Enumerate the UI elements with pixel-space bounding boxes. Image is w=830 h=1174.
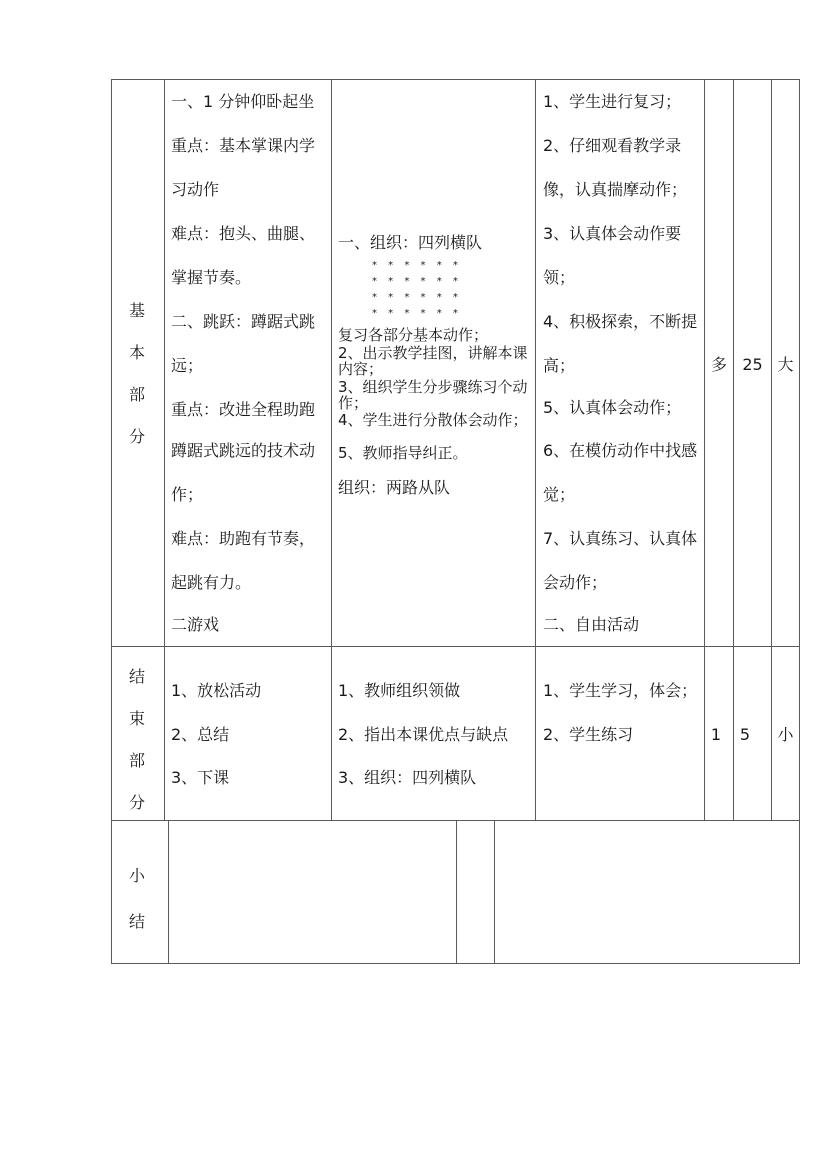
- content-line: 起跳有力。: [171, 573, 252, 592]
- student-line: 觉；: [543, 485, 576, 504]
- basic-times: 多: [710, 355, 727, 374]
- student-line: 5、认真体会动作；: [543, 398, 682, 417]
- org-title: 一、组织：四列横队: [338, 233, 483, 252]
- formation-row: * * * * * *: [372, 260, 462, 271]
- teacher-line: 2、指出本课优点与缺点: [338, 725, 509, 744]
- content-line: 二、跳跃：蹲踞式跳: [171, 312, 316, 331]
- section-label-basic: 基 本 部 分: [128, 301, 145, 446]
- student-line: 1、学生学习，体会；: [543, 681, 698, 700]
- student-line: 领；: [543, 268, 576, 287]
- basic-intensity: 大: [777, 355, 794, 374]
- student-line: 7、认真练习、认真体: [543, 529, 698, 548]
- content-line: 2、总结: [171, 725, 230, 744]
- student-line: 3、认真体会动作要: [543, 224, 682, 243]
- content-line: 掌握节奏。: [171, 268, 252, 287]
- student-line: 2、学生练习: [543, 725, 634, 744]
- student-line: 二、自由活动: [543, 615, 640, 634]
- student-line: 1、学生进行复习；: [543, 92, 682, 111]
- content-line: 作；: [171, 485, 204, 504]
- student-line: 会动作；: [543, 573, 608, 592]
- org-note: 组织：两路从队: [338, 478, 451, 497]
- content-line: 习动作: [171, 180, 220, 199]
- content-line: 难点：助跑有节奏，: [171, 529, 316, 548]
- basic-minutes: 25: [742, 355, 763, 374]
- content-line: 重点：基本掌课内学: [171, 136, 316, 155]
- content-line: 3、下课: [171, 768, 230, 787]
- teacher-step: 4、学生进行分散体会动作；: [338, 411, 528, 429]
- section-label-summary: 小 结: [128, 866, 145, 931]
- content-line: 难点：抱头、曲腿、: [171, 224, 316, 243]
- formation-row: * * * * * *: [372, 308, 462, 319]
- student-line: 像，认真揣摩动作；: [543, 180, 688, 199]
- content-line: 蹲踞式跳远的技术动: [171, 441, 316, 460]
- teacher-step: 2、出示教学挂图，讲解本课内容；: [338, 344, 528, 378]
- teacher-line: 1、教师组织领做: [338, 681, 461, 700]
- teacher-step: 3、组织学生分步骤练习个动作；: [338, 378, 528, 412]
- content-line: 重点：改进全程助跑: [171, 400, 316, 419]
- content-line: 远；: [171, 356, 204, 375]
- teacher-step: 5、教师指导纠正。: [338, 444, 468, 462]
- content-line: 一、1 分钟仰卧起坐: [171, 92, 315, 111]
- section-label-ending: 结 束 部 分: [128, 667, 145, 812]
- formation-row: * * * * * *: [372, 276, 462, 287]
- student-line: 高；: [543, 356, 576, 375]
- student-line: 2、仔细观看教学录: [543, 136, 682, 155]
- ending-intensity: 小: [777, 725, 794, 744]
- content-line: 二游戏: [171, 615, 220, 634]
- content-line: 1、放松活动: [171, 681, 262, 700]
- teacher-line: 3、组织：四列横队: [338, 768, 477, 787]
- formation-row: * * * * * *: [372, 292, 462, 303]
- student-line: 6、在模仿动作中找感: [543, 441, 698, 460]
- ending-minutes: 5: [739, 725, 751, 744]
- teacher-step: 复习各部分基本动作；: [338, 326, 489, 344]
- student-line: 4、积极探索，不断提: [543, 312, 698, 331]
- ending-times: 1: [710, 725, 722, 744]
